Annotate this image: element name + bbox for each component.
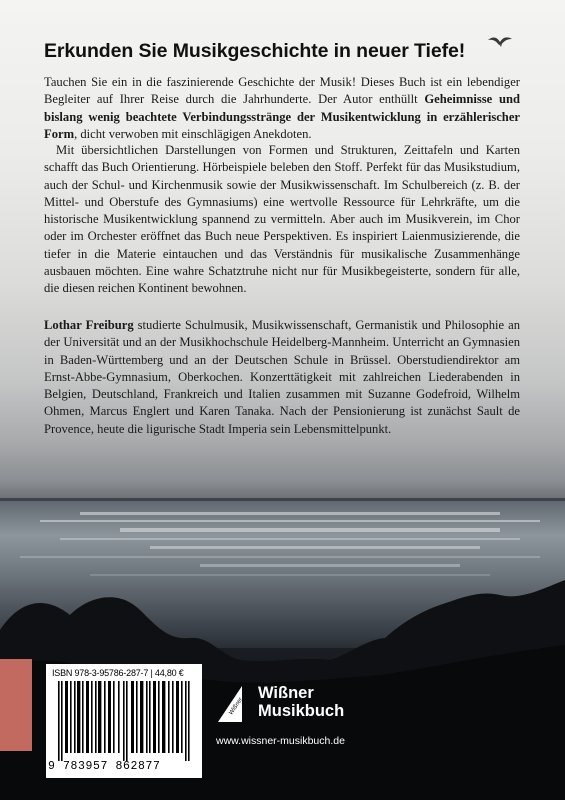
- description-paragraph: Mit übersichtlichen Darstellungen von Formen und Strukturen, Zeittafeln und Karten schafft das Buch Orientierung. Hörbeispiele beleben den Stoff. Perfekt für das Musikstudium, auch der Schul- und Kirchenmusik sowie der Musikwissenschaft. Im Schulbereich (z. B. der Mittel- und Oberstufe des Gymnasiums) eine wertvolle Ressource für Lehrkräfte, um die historische Musikentwicklung spannend zu vermitteln. Aber auch im Musikverein, im Chor oder im Orchester eröffnet das Buch neue Perspektiven. Es inspiriert Laienmusizierende, die tiefer in die Materie eintauchen und das Verständnis für musikalische Zusammenhänge ausbauen möchten. Eine wahre Schatztruhe nicht nur für Musikbegeisterte, sondern für alle, die diesen reichen Kontinent bewohnen.: [44, 143, 520, 296]
- author-name: Lothar Freiburg: [44, 318, 134, 332]
- barcode-bars: [52, 681, 198, 761]
- barcode-digits: 9 783957 862877: [48, 760, 161, 773]
- author-bio-paragraph: [44, 317, 520, 438]
- publisher-website: www.wissner-musikbuch.de: [216, 735, 345, 747]
- spine-color-accent: [0, 659, 32, 751]
- intro-rest-text: , dicht verwoben mit einschlägigen Anekdoten.: [74, 126, 312, 141]
- author-bio-text: studierte Schulmusik, Musikwissenschaft, Germanistik und Philosophie an der Universität und an der Musikhochschule Heidelberg-Mannheim. Unterricht an Gymnasien in Baden-Württemberg und an der Deutschen Schule in Brüssel. Oberstudiendirektor am Ernst-Abbe-Gymnasium, Oberkochen. Konzerttätigkeit mit zahlreichen Liederabenden in Belgien, Deutschland, Frankreich und Italien zusammen mit Suzanne Godefroid, Wilhelm Ohmen, Marcus Englert und Karen Tanaka. Nach der Pensionierung ist zunächst Sault de Provence, heute die ligurische Stadt Imperia sein Lebensmittelpunkt.: [44, 318, 520, 436]
- seagull-icon: [487, 32, 513, 50]
- isbn-price-line: ISBN 978-3-95786-287-7 | 44,80 €: [52, 668, 184, 678]
- logo-mark-lettering: Wißner: [228, 696, 244, 717]
- intro-text: Tauchen Sie ein in die faszinierende Geschichte der Musik! Dieses Buch ist ein lebendiger Begleiter auf Ihrer Reise durch die Jahrhunderte. Der Autor enthüllt: [44, 75, 520, 107]
- intro-paragraph: [44, 74, 520, 143]
- publisher-name-line2: Musikbuch: [258, 702, 345, 720]
- cover-heading: Erkunden Sie Musikgeschichte in neuer Tiefe!: [44, 40, 466, 62]
- intro-bold-text: Geheimnisse und bislang wenig beachtete Verbindungsstränge der Musikentwicklung in erzählerischer Form: [44, 92, 520, 141]
- publisher-name-line1: Wißner: [258, 684, 314, 702]
- barcode-panel: [46, 664, 202, 778]
- publisher-logo-mark: [216, 684, 244, 724]
- publisher-name: [258, 684, 344, 720]
